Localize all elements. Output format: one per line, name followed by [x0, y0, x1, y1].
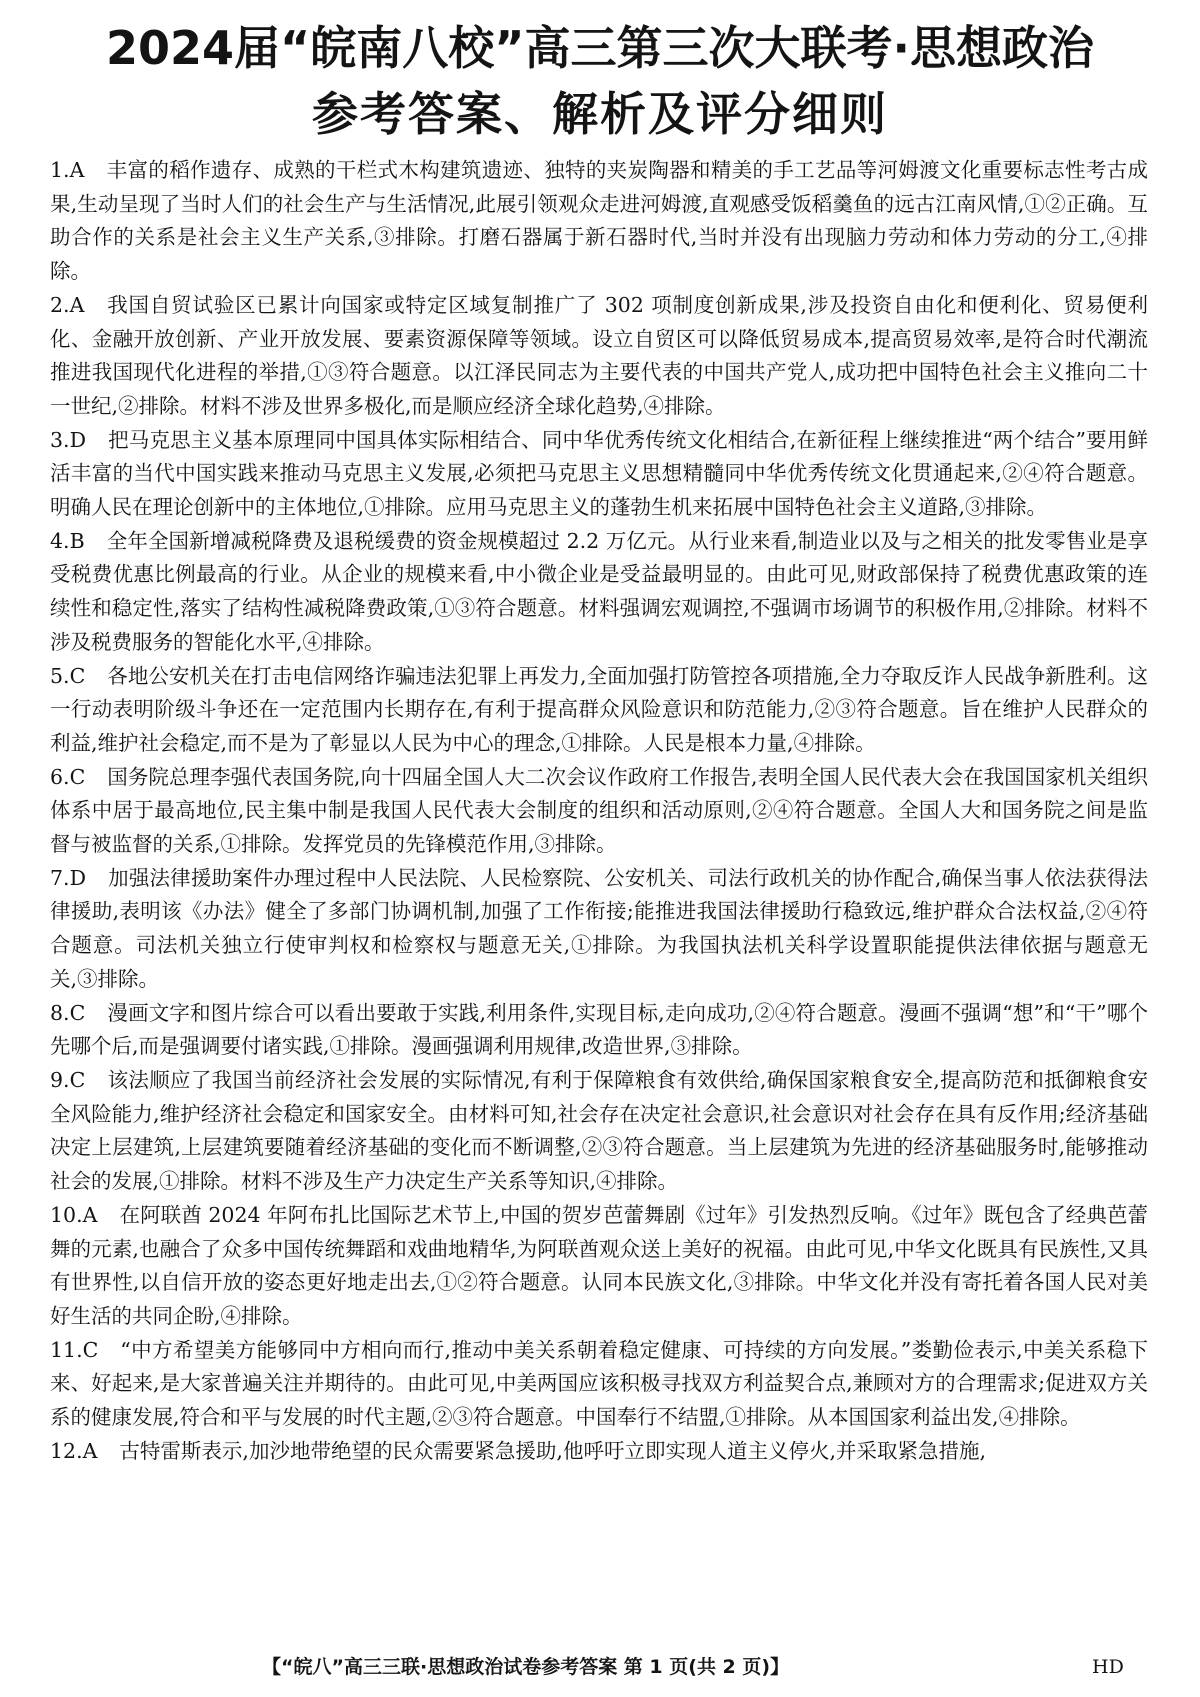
page-footer	[0, 1651, 1200, 1683]
answer-item-3	[50, 424, 1148, 525]
answer-explanation: 国务院总理李强代表国务院,向十四届全国人大二次会议作政府工作报告,表明全国人民代表大会在我国国家机关组织体系中居于最高地位,民主集中制是我国人民代表大会制度的组织和活动原则,②④符合题意。全国人大和国务院之间是监督与被监督的关系,①排除。发挥党员的先锋模范作用,③排除。	[50, 764, 1148, 857]
page-title: 2024届“皖南八校”高三第三次大联考·思想政治	[106, 21, 1094, 75]
answer-item-10	[50, 1199, 1148, 1334]
answer-item-5	[50, 660, 1148, 761]
answer-number: 6.	[50, 764, 70, 789]
answer-number: 3.	[50, 427, 70, 452]
answer-list	[50, 154, 1148, 1468]
answer-explanation: 把马克思主义基本原理同中国具体实际相结合、同中华优秀传统文化相结合,在新征程上继续推进“两个结合”要用鲜活丰富的当代中国实践来推动马克思主义发展,必须把马克思主义思想精髓同中华优秀传统文化贯通起来,②④符合题意。明确人民在理论创新中的主体地位,①排除。应用马克思主义的蓬勃生机来拓展中国特色社会主义道路,③排除。	[50, 427, 1148, 520]
answer-number: 11.	[50, 1337, 83, 1362]
answer-explanation: 该法顺应了我国当前经济社会发展的实际情况,有利于保障粮食有效供给,确保国家粮食安全,提高防范和抵御粮食安全风险能力,维护经济社会稳定和国家安全。由材料可知,社会存在决定社会意识,社会意识对社会存在具有反作用;经济基础决定上层建筑,上层建筑要随着经济基础的变化而不断调整,②③符合题意。当上层建筑为先进的经济基础服务时,能够推动社会的发展,①排除。材料不涉及生产力决定生产关系等知识,④排除。	[50, 1067, 1148, 1194]
answer-item-2	[50, 289, 1148, 424]
answer-choice: C	[69, 1067, 86, 1092]
answer-item-12	[50, 1435, 1148, 1469]
answer-number: 5.	[50, 663, 70, 688]
answer-explanation: “中方希望美方能够同中方相向而行,推动中美关系朝着稳定健康、可持续的方向发展。”娄勤俭表示,中美关系稳下来、好起来,是大家普遍关注并期待的。由此可见,中美两国应该积极寻找双方利益契合点,兼顾对方的合理需求;促进双方关系的健康发展,符合和平与发展的时代主题,②③符合题意。中国奉行不结盟,①排除。从本国国家利益出发,④排除。	[50, 1337, 1148, 1430]
answer-choice: C	[69, 764, 86, 789]
answer-choice: D	[69, 865, 86, 890]
answer-number: 7.	[50, 865, 70, 890]
answer-choice: C	[82, 1337, 99, 1362]
answer-item-11	[50, 1334, 1148, 1435]
answer-item-8	[50, 997, 1148, 1064]
answer-number: 9.	[50, 1067, 70, 1092]
answer-item-4	[50, 525, 1148, 660]
answer-number: 12.	[50, 1438, 83, 1463]
answer-item-6	[50, 761, 1148, 862]
answer-choice: B	[69, 528, 85, 553]
answer-item-7	[50, 862, 1148, 997]
answer-number: 1.	[50, 158, 70, 182]
answer-choice: D	[69, 427, 86, 452]
answer-choice: A	[69, 292, 85, 317]
answer-number: 8.	[50, 1000, 70, 1025]
answer-item-9	[50, 1064, 1148, 1199]
answer-explanation: 我国自贸试验区已累计向国家或特定区域复制推广了 302 项制度创新成果,涉及投资自由化和便利化、贸易便利化、金融开放创新、产业开放发展、要素资源保障等领域。设立自贸区可以降低贸易成本,提高贸易效率,是符合时代潮流推进我国现代化进程的举措,①③符合题意。以江泽民同志为主要代表的中国共产党人,成功把中国特色社会主义推向二十一世纪,②排除。材料不涉及世界多极化,而是顺应经济全球化趋势,④排除。	[50, 292, 1148, 418]
answer-choice: A	[82, 1202, 98, 1227]
answer-choice: A	[82, 1438, 98, 1463]
answer-explanation: 在阿联酋 2024 年阿布扎比国际艺术节上,中国的贺岁芭蕾舞剧《过年》引发热烈反响。《过年》既包含了经典芭蕾舞的元素,也融合了众多中国传统舞蹈和戏曲地精华,为阿联酋观众送上美好的祝福。由此可见,中华文化既具有民族性,又具有世界性,以自信开放的姿态更好地走出去,①②符合题意。认同本民族文化,③排除。中华文化并没有寄托着各国人民对美好生活的共同企盼,④排除。	[50, 1202, 1148, 1328]
answer-explanation: 各地公安机关在打击电信网络诈骗违法犯罪上再发力,全面加强打防管控各项措施,全力夺取反诈人民战争新胜利。这一行动表明阶级斗争还在一定范围内长期存在,有利于提高群众风险意识和防范能力,②③符合题意。旨在维护人民群众的利益,维护社会稳定,而不是为了彰显以人民为中心的理念,①排除。人民是根本力量,④排除。	[50, 663, 1148, 755]
answer-item-1	[50, 154, 1148, 289]
answer-number: 10.	[50, 1202, 83, 1227]
footer-page-info: 【“皖八”高三三联·思想政治试卷参考答案 第 1 页(共 2 页)】	[262, 1656, 790, 1678]
answer-explanation: 丰富的稻作遗存、成熟的干栏式木构建筑遗迹、独特的夹炭陶器和精美的手工艺品等河姆渡文化重要标志性考古成果,生动呈现了当时人们的社会生产与生活情况,此展引领观众走进河姆渡,直观感受饭稻羹鱼的远古江南风情,①②正确。互助合作的关系是社会主义生产关系,③排除。打磨石器属于新石器时代,当时并没有出现脑力劳动和体力劳动的分工,④排除。	[50, 158, 1148, 284]
answer-choice: A	[69, 158, 85, 182]
footer-code: HD	[1092, 1656, 1124, 1678]
answer-explanation: 古特雷斯表示,加沙地带绝望的民众需要紧急援助,他呼吁立即实现人道主义停火,并采取紧急措施,	[119, 1438, 986, 1463]
answer-explanation: 全年全国新增减税降费及退税缓费的资金规模超过 2.2 万亿元。从行业来看,制造业以及与之相关的批发零售业是享受税费优惠比例最高的行业。从企业的规模来看,中小微企业是受益最明显的。由此可见,财政部保持了税费优惠政策的连续性和稳定性,落实了结构性减税降费政策,①③符合题意。材料强调宏观调控,不强调市场调节的积极作用,②排除。材料不涉及税费服务的智能化水平,④排除。	[50, 528, 1148, 654]
answer-number: 2.	[50, 292, 70, 317]
answer-choice: C	[69, 663, 86, 688]
answer-explanation: 漫画文字和图片综合可以看出要敢于实践,利用条件,实现目标,走向成功,②④符合题意。漫画不强调“想”和“干”哪个先哪个后,而是强调要付诸实践,①排除。漫画强调利用规律,改造世界,③排除。	[50, 1000, 1148, 1059]
answer-number: 4.	[50, 528, 70, 553]
answer-choice: C	[69, 1000, 86, 1025]
page-subtitle: 参考答案、解析及评分细则	[312, 87, 888, 141]
answer-explanation: 加强法律援助案件办理过程中人民法院、人民检察院、公安机关、司法行政机关的协作配合,确保当事人依法获得法律援助,表明该《办法》健全了多部门协调机制,加强了工作衔接;能推进我国法律援助行稳致远,维护群众合法权益,②④符合题意。司法机关独立行使审判权和检察权与题意无关,①排除。为我国执法机关科学设置职能提供法律依据与题意无关,③排除。	[50, 865, 1148, 991]
